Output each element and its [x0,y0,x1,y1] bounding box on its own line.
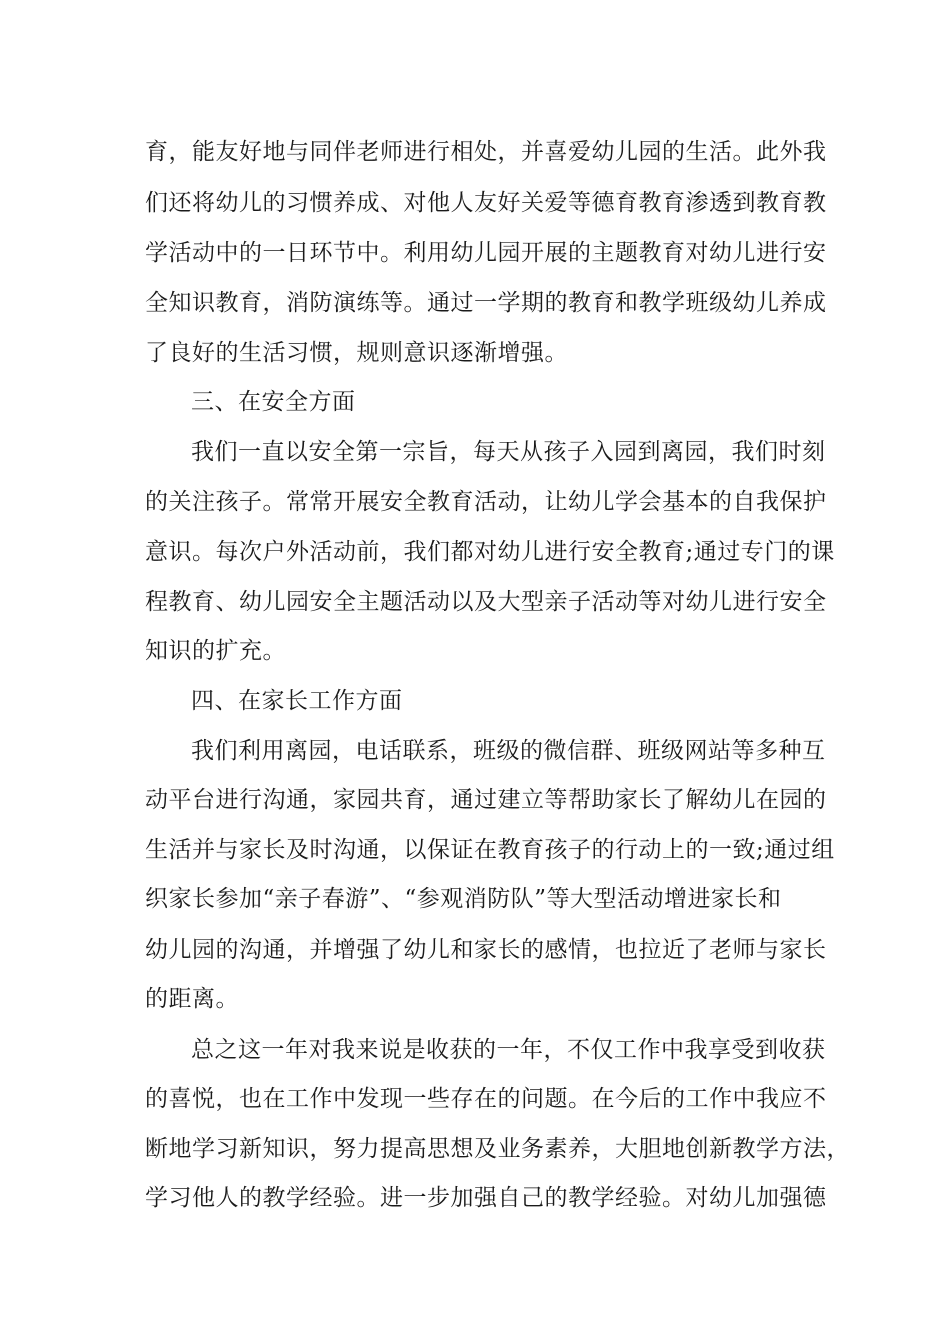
paragraph-line: 了良好的生活习惯，规则意识逐渐增强。 [145,340,568,366]
paragraph-line: 生活并与家长及时沟通，以保证在教育孩子的行动上的一致;通过组 [145,837,835,863]
paragraph-line: 全知识教育，消防演练等。通过一学期的教育和教学班级幼儿养成 [145,290,827,316]
paragraph-line: 的关注孩子。常常开展安全教育活动，让幼儿学会基本的自我保护 [145,489,827,515]
paragraph-line: 动平台进行沟通，家园共育，通过建立等帮助家长了解幼儿在园的 [145,787,827,813]
paragraph-line: 我们利用离园，电话联系，班级的微信群、班级网站等多种互 [191,738,826,764]
paragraph-line: 的喜悦，也在工作中发现一些存在的问题。在今后的工作中我应不 [145,1086,827,1112]
paragraph-line: 的距离。 [145,986,239,1012]
paragraph-line: 织家长参加“亲子春游”、“参观消防队”等大型活动增进家长和 [145,886,782,912]
paragraph-line: 们还将幼儿的习惯养成、对他人友好关爱等德育教育渗透到教育教 [145,190,827,216]
paragraph-line: 总之这一年对我来说是收获的一年，不仅工作中我享受到收获 [191,1037,826,1063]
paragraph-line: 学活动中的一日环节中。利用幼儿园开展的主题教育对幼儿进行安 [145,240,827,266]
paragraph-line: 知识的扩充。 [145,638,286,664]
paragraph-line: 意识。每次户外活动前，我们都对幼儿进行安全教育;通过专门的课 [145,539,835,565]
paragraph-line: 学习他人的教学经验。进一步加强自己的教学经验。对幼儿加强德 [145,1185,827,1211]
paragraph-line: 育，能友好地与同伴老师进行相处，并喜爱幼儿园的生活。此外我 [145,139,827,165]
paragraph-line: 幼儿园的沟通，并增强了幼儿和家长的感情，也拉近了老师与家长 [145,937,827,963]
paragraph-line: 断地学习新知识，努力提高思想及业务素养，大胆地创新教学方法， [145,1136,850,1162]
paragraph-line: 我们一直以安全第一宗旨，每天从孩子入园到离园，我们时刻 [191,439,826,465]
section-heading-safety: 三、在安全方面 [191,389,356,415]
paragraph-line: 程教育、幼儿园安全主题活动以及大型亲子活动等对幼儿进行安全 [145,589,827,615]
section-heading-parents: 四、在家长工作方面 [191,688,403,714]
